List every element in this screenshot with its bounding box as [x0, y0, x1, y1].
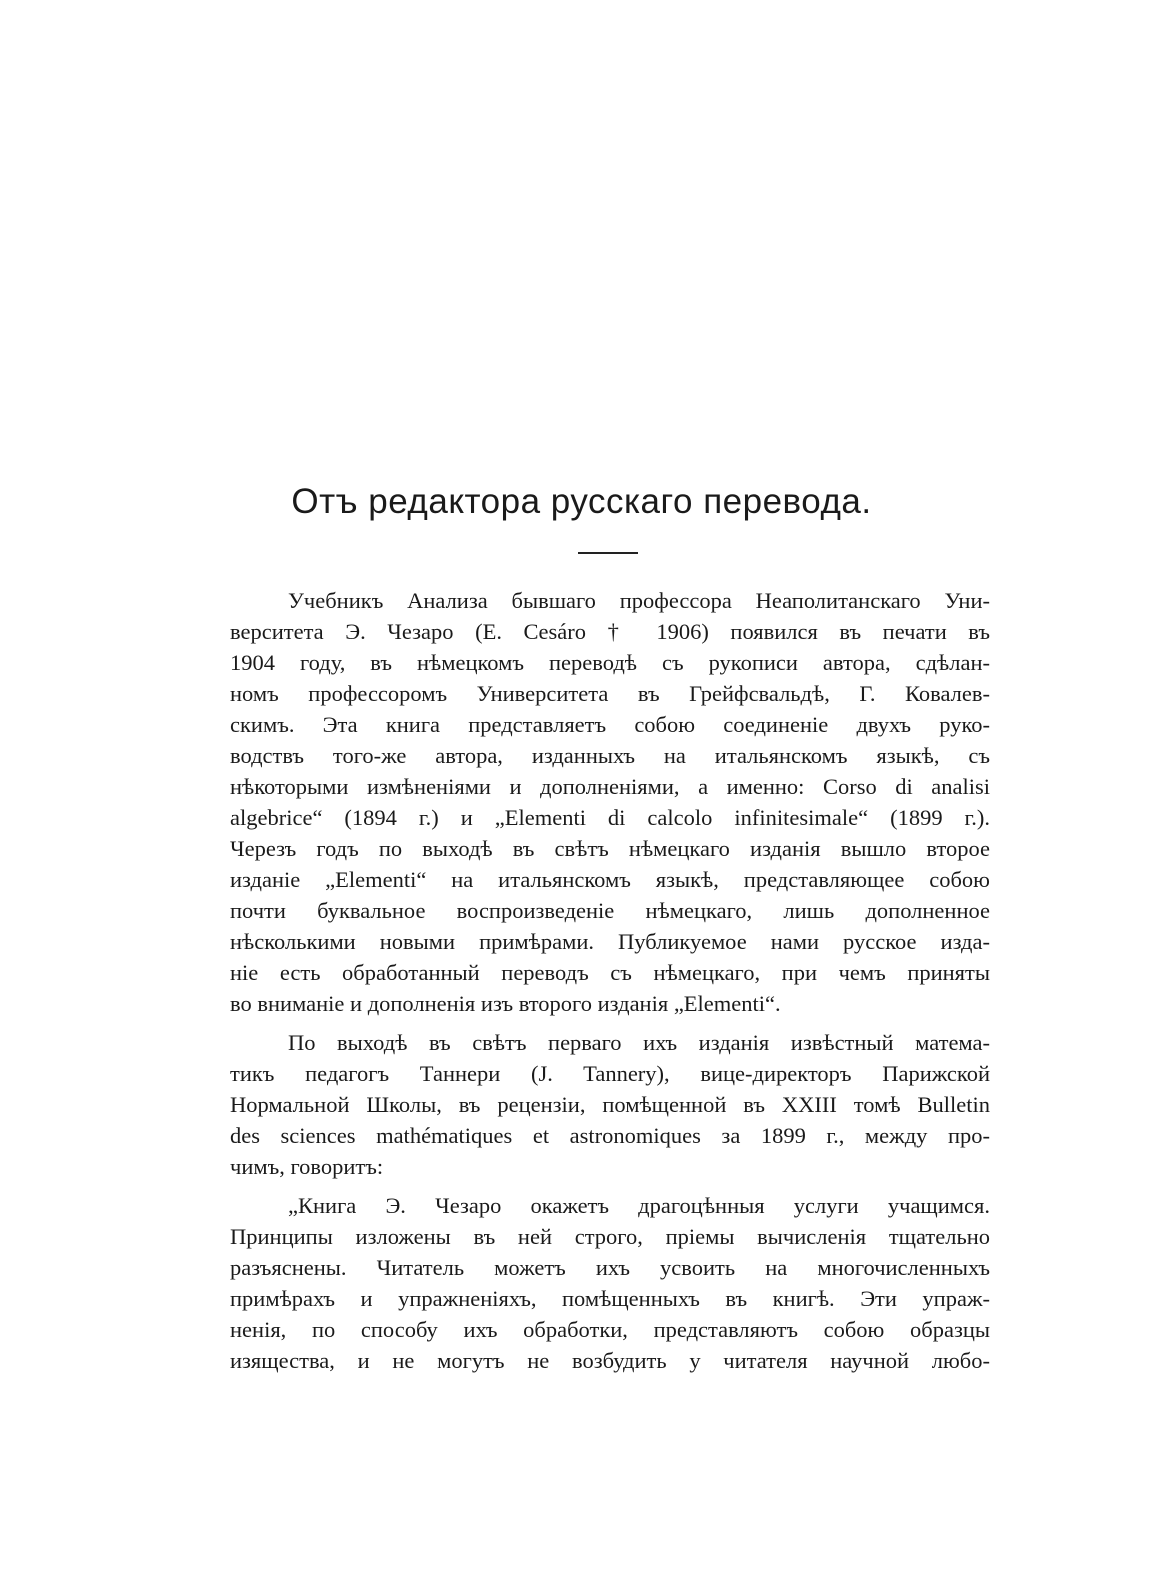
- text-line: изданіе „Elementi“ на итальянскомъ языкѣ, представляющее собою: [230, 867, 990, 892]
- text-line: чимъ, говоритъ:: [230, 1154, 384, 1179]
- text-line: 1904 году, въ нѣмецкомъ переводѣ съ рукописи автора, сдѣлан-: [230, 650, 990, 675]
- text-line: нѣкоторыми измѣненіями и дополненіями, а именно: Corso di analisi: [230, 774, 990, 799]
- text-line: номъ профессоромъ Университета въ Грейфсвальдѣ, Г. Ковалев-: [230, 681, 990, 706]
- page-title: Отъ редактора русскаго перевода.: [291, 482, 872, 521]
- text-line: Черезъ годъ по выходѣ въ свѣтъ нѣмецкаго изданія вышло второе: [230, 836, 990, 861]
- text-line: разъяснены. Читатель можетъ ихъ усвоить на многочисленныхъ: [230, 1255, 990, 1280]
- text-line: Учебникъ Анализа бывшаго профессора Неаполитанскаго Уни-: [288, 588, 990, 613]
- text-line: des sciences mathématiques et astronomiques за 1899 г., между про-: [230, 1123, 990, 1148]
- body-text: [230, 585, 990, 1376]
- text-line: По выходѣ въ свѣтъ перваго ихъ изданія извѣстный матема-: [288, 1030, 990, 1055]
- text-line: во вниманіе и дополненія изъ второго изданія „Elementi“.: [230, 991, 781, 1016]
- text-line: изящества, и не могутъ не возбудить у читателя научной любо-: [230, 1348, 990, 1373]
- text-line: тикъ педагогъ Таннери (J. Tannery), вице-директоръ Парижской: [230, 1061, 990, 1086]
- paragraph-2: [230, 1027, 990, 1182]
- paragraph-1: [230, 585, 990, 1019]
- text-line: Нормальной Школы, въ рецензіи, помѣщенной въ XXIII томѣ Bulletin: [230, 1092, 990, 1117]
- text-line: ніе есть обработанный переводъ съ нѣмецкаго, при чемъ приняты: [230, 960, 990, 985]
- text-line: Принципы изложены въ ней строго, пріемы вычисленія тщательно: [230, 1224, 990, 1249]
- title-divider: [578, 552, 638, 554]
- text-line: водствъ того-же автора, изданныхъ на итальянскомъ языкѣ, съ: [230, 743, 990, 768]
- text-line: algebrice“ (1894 г.) и „Elementi di calcolo infinitesimale“ (1899 г.).: [230, 805, 990, 830]
- text-line: „Книга Э. Чезаро окажетъ драгоцѣнныя услуги учащимся.: [288, 1193, 990, 1218]
- paragraph-3-quote: [230, 1190, 990, 1376]
- text-line: верситета Э. Чезаро (E. Cesáro † 1906) появился въ печати въ: [230, 619, 990, 644]
- text-line: скимъ. Эта книга представляетъ собою соединеніе двухъ руко-: [230, 712, 990, 737]
- text-line: ненія, по способу ихъ обработки, представляютъ собою образцы: [230, 1317, 990, 1342]
- text-line: почти буквальное воспроизведеніе нѣмецкаго, лишь дополненное: [230, 898, 990, 923]
- text-line: нѣсколькими новыми примѣрами. Публикуемое нами русское изда-: [230, 929, 990, 954]
- text-line: примѣрахъ и упражненіяхъ, помѣщенныхъ въ книгѣ. Эти упраж-: [230, 1286, 990, 1311]
